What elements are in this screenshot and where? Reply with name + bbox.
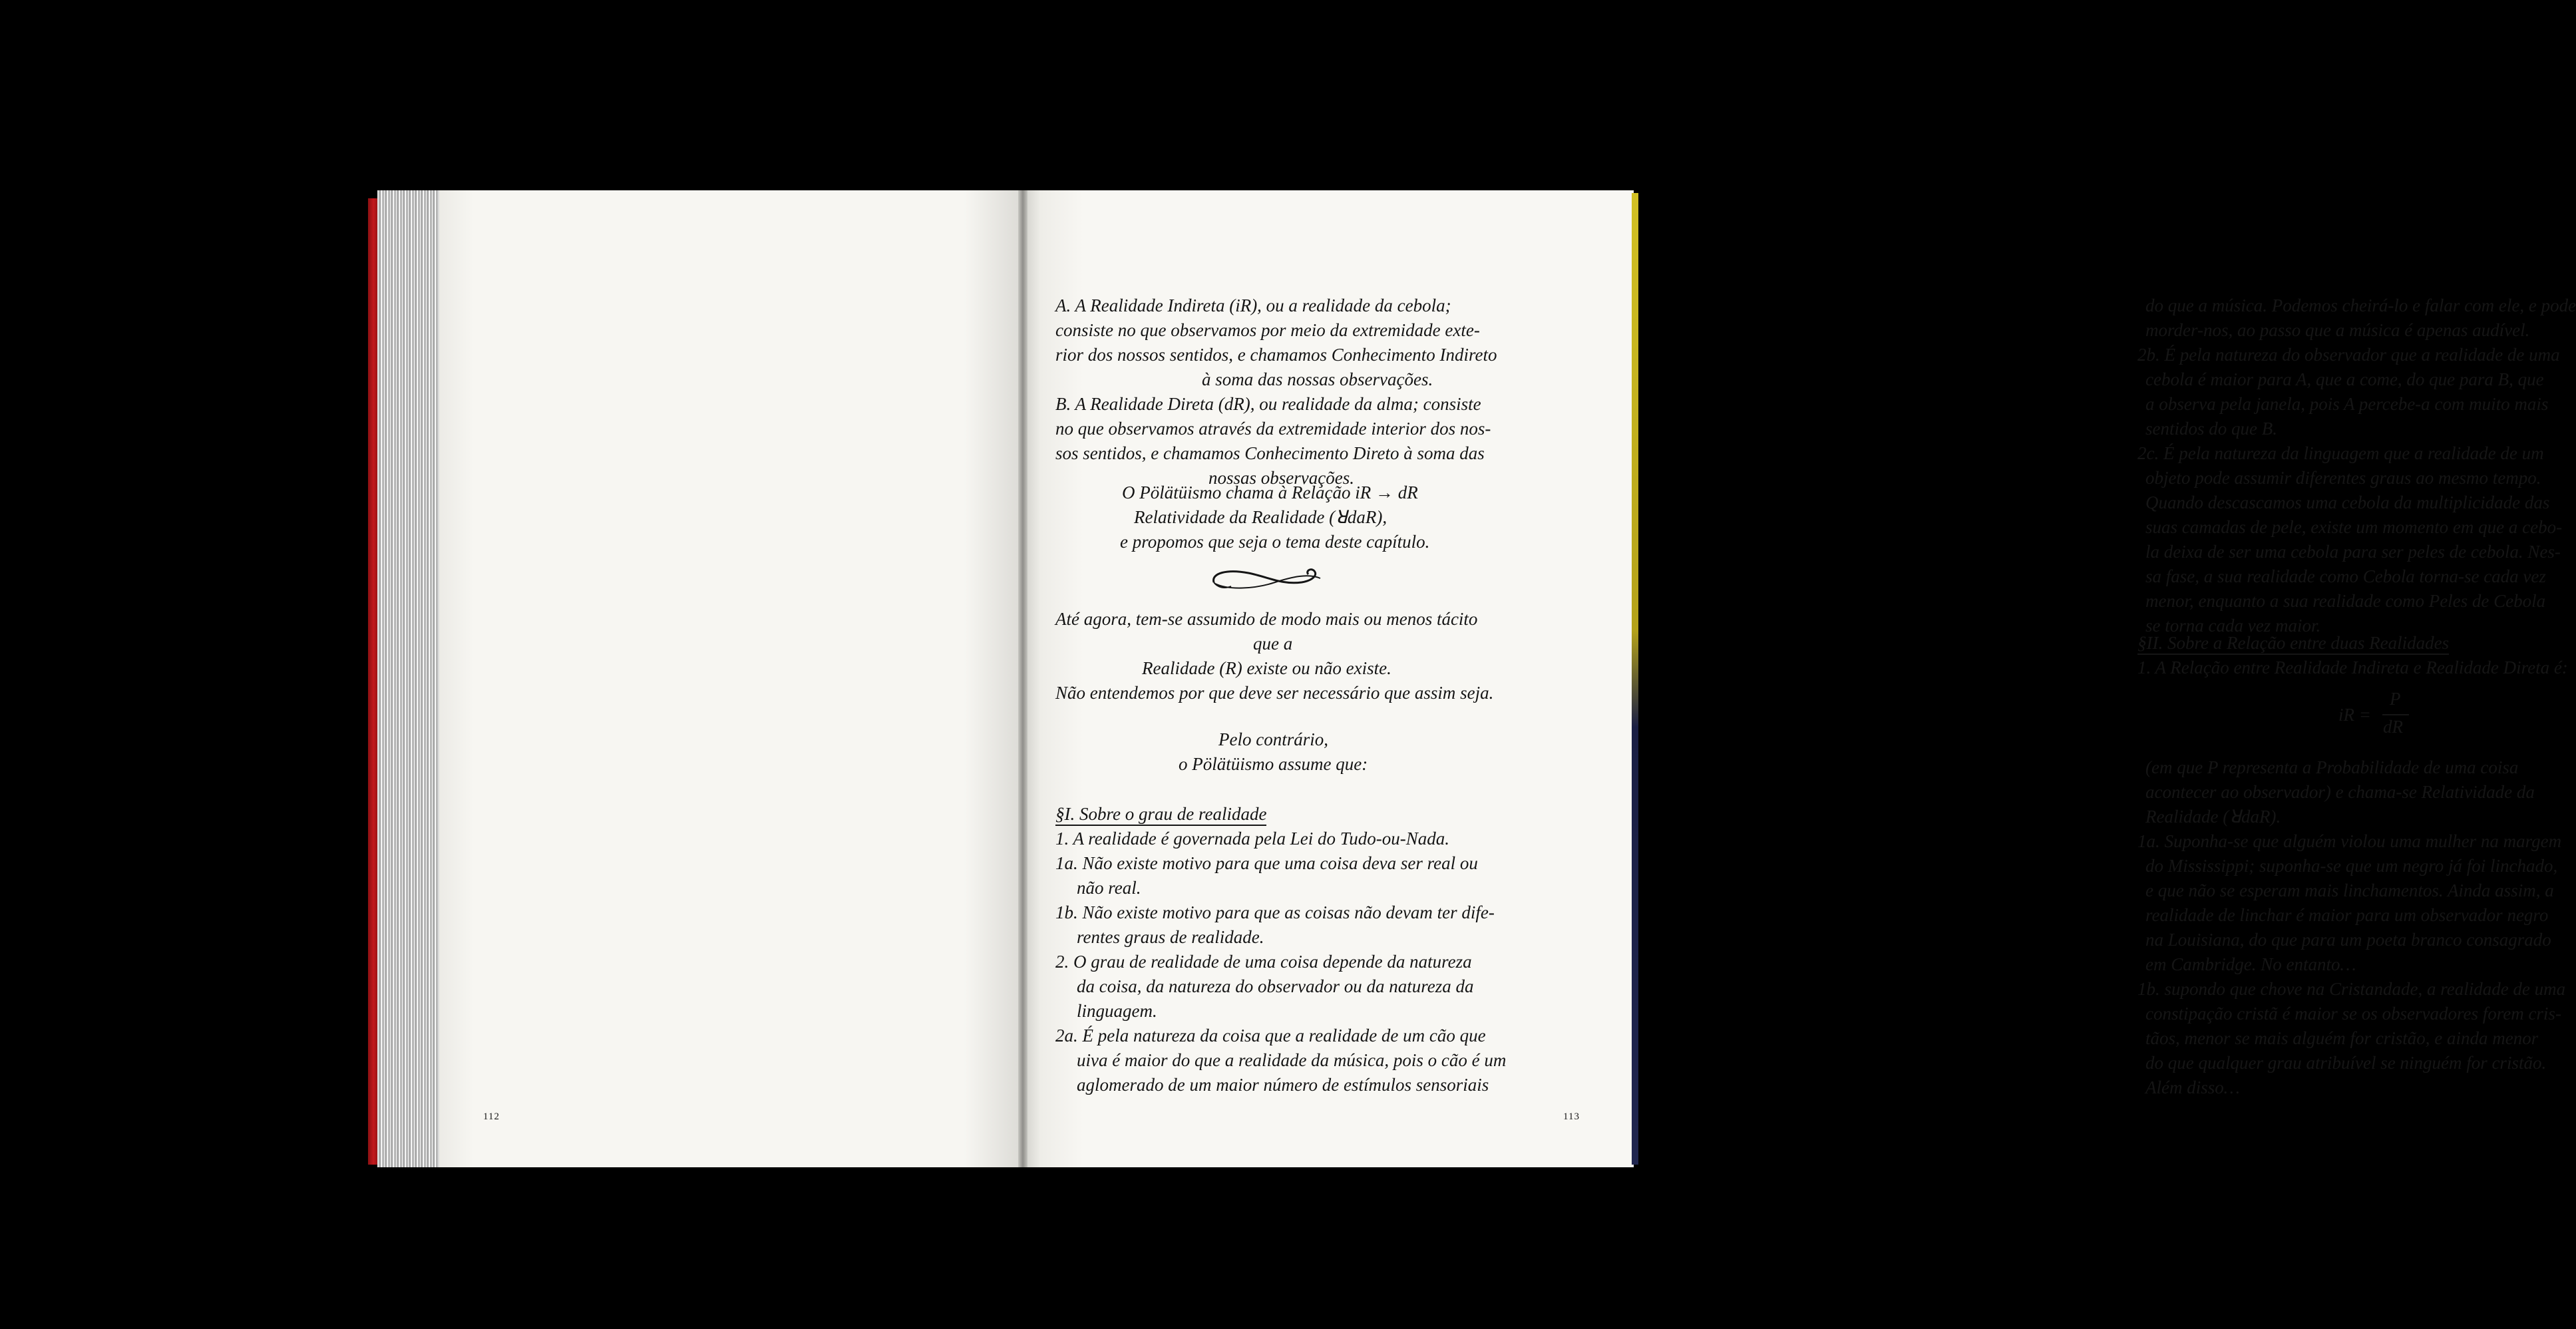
- text-line: cebola é maior para A, que a come, do que para B, que: [2145, 369, 2544, 389]
- section-heading: §I. Sobre o grau de realidade: [1055, 802, 1266, 827]
- text-line: (em que P representa a Probabilidade de uma coisa: [2145, 757, 2519, 777]
- text-line: na Louisiana, do que para um poeta branco consagrado: [2145, 930, 2551, 950]
- text-line: 1. A realidade é governada pela Lei do Tudo-ou-Nada.: [1055, 829, 1449, 849]
- text-line: 1b. Não existe motivo para que as coisas não devam ter dife-: [1055, 902, 1495, 922]
- text-line: A. A Realidade Indireta (iR), ou a realidade da cebola;: [1055, 295, 1451, 315]
- text-line: constipação cristã é maior se os observadores forem cris-: [2145, 1004, 2561, 1024]
- text-line: 2c. É pela natureza da linguagem que a realidade de um: [2137, 443, 2544, 463]
- text-line: em Cambridge. No entanto…: [2145, 954, 2356, 974]
- text-line: sa fase, a sua realidade como Cebola torna-se cada vez: [2145, 566, 2546, 586]
- formula-denominator: dR: [2383, 717, 2403, 737]
- text-line: sentidos do que B.: [2145, 419, 2277, 439]
- book-gutter: [1018, 190, 1027, 1167]
- text-line: à soma das nossas observações.: [1202, 369, 1433, 389]
- text-line: do que qualquer grau atribuível se ninguém for cristão.: [2145, 1053, 2547, 1073]
- text-line: Pelo contrário,: [1218, 729, 1328, 749]
- text-line: menor, enquanto a sua realidade como Peles de Cebola: [2145, 591, 2546, 611]
- text-line: realidade de linchar é maior para um observador negro: [2145, 905, 2549, 925]
- page-edges-left: [377, 190, 442, 1167]
- text-line: e propomos que seja o tema deste capítulo.: [1120, 532, 1430, 552]
- page-edges-right: [1632, 193, 1638, 1165]
- text-line: sos sentidos, e chamamos Conhecimento Direto à soma das: [1055, 443, 1485, 463]
- text-line: Quando descascamos uma cebola da multiplicidade das: [2145, 492, 2550, 512]
- text-line: Realidade (ꓤdaR).: [2145, 807, 2281, 827]
- formula: [2338, 691, 2418, 737]
- text-line: o Pölätüismo assume que:: [1179, 754, 1368, 774]
- text-line: 1. A Relação entre Realidade Indireta e Realidade Direta é:: [2137, 658, 2568, 677]
- text-line: objeto pode assumir diferentes graus ao mesmo tempo.: [2145, 468, 2541, 488]
- text-line: 1b. supondo que chove na Cristandade, a realidade de uma: [2137, 979, 2566, 999]
- section-heading: §II. Sobre a Relação entre duas Realidades: [2137, 631, 2449, 656]
- text-line: 1a. Suponha-se que alguém violou uma mulher na margem: [2137, 831, 2562, 851]
- text-line: Até agora, tem-se assumido de modo mais ou menos tácito: [1055, 609, 1478, 629]
- text-line: não real.: [1077, 878, 1141, 898]
- left-page: [439, 190, 1022, 1167]
- text-line: 2b. É pela natureza do observador que a realidade de uma: [2137, 345, 2560, 365]
- formula-lhs: iR =: [2338, 705, 2371, 725]
- text-line: B. A Realidade Direta (dR), ou realidade da alma; consiste: [1055, 394, 1481, 414]
- page-number: 112: [483, 1111, 500, 1122]
- text-line: se torna cada vez maior.: [2145, 616, 2321, 636]
- text-line: nossas observações.: [1208, 468, 1354, 488]
- text-line: aglomerado de um maior número de estímulos sensoriais: [1077, 1075, 1489, 1095]
- text-line: da coisa, da natureza do observador ou da natureza da: [1077, 976, 1474, 996]
- text-line: e que não se esperam mais linchamentos. Ainda assim, a: [2145, 880, 2554, 900]
- text-line: rior dos nossos sentidos, e chamamos Conhecimento Indireto: [1055, 345, 1497, 365]
- text-line: Além disso…: [2145, 1077, 2240, 1097]
- text-line: acontecer ao observador) e chama-se Relatividade da: [2145, 782, 2535, 802]
- book-cover-edge: [368, 198, 377, 1165]
- text-line: a observa pela janela, pois A percebe-a com muito mais: [2145, 394, 2549, 414]
- text-line: tãos, menor se mais alguém for cristão, e ainda menor: [2145, 1028, 2539, 1048]
- text-line: no que observamos através da extremidade interior dos nos-: [1055, 419, 1491, 439]
- text-line: O Pölätüismo chama à Relação iR → dR: [1122, 482, 1418, 502]
- text-line: 2. O grau de realidade de uma coisa depende da natureza: [1055, 952, 1472, 972]
- text-line: que a: [1253, 634, 1293, 654]
- text-line: morder-nos, ao passo que a música é apenas audível.: [2145, 320, 2530, 340]
- formula-numerator: P: [2390, 689, 2401, 709]
- text-line: 1a. Não existe motivo para que uma coisa deva ser real ou: [1055, 853, 1478, 873]
- text-line: la deixa de ser uma cebola para ser peles de cebola. Nes-: [2145, 542, 2561, 562]
- ornament-flourish: [1208, 562, 1325, 596]
- page-number: 113: [1563, 1111, 1580, 1122]
- text-line: Não entendemos por que deve ser necessário que assim seja.: [1055, 683, 1494, 703]
- text-line: consiste no que observamos por meio da extremidade exte-: [1055, 320, 1480, 340]
- text-line: linguagem.: [1077, 1001, 1157, 1021]
- text-line: uiva é maior do que a realidade da música, pois o cão é um: [1077, 1050, 1507, 1070]
- text-line: suas camadas de pele, existe um momento em que a cebo-: [2145, 517, 2563, 537]
- text-line: Relatividade da Realidade (ꓤdaR),: [1134, 507, 1387, 527]
- text-line: 2a. É pela natureza da coisa que a realidade de um cão que: [1055, 1026, 1486, 1045]
- text-line: Realidade (R) existe ou não existe.: [1142, 658, 1391, 678]
- text-line: do que a música. Podemos cheirá-lo e falar com ele, e pode: [2145, 295, 2576, 315]
- text-line: do Mississippi; suponha-se que um negro já foi linchado,: [2145, 856, 2558, 876]
- text-line: rentes graus de realidade.: [1077, 927, 1264, 947]
